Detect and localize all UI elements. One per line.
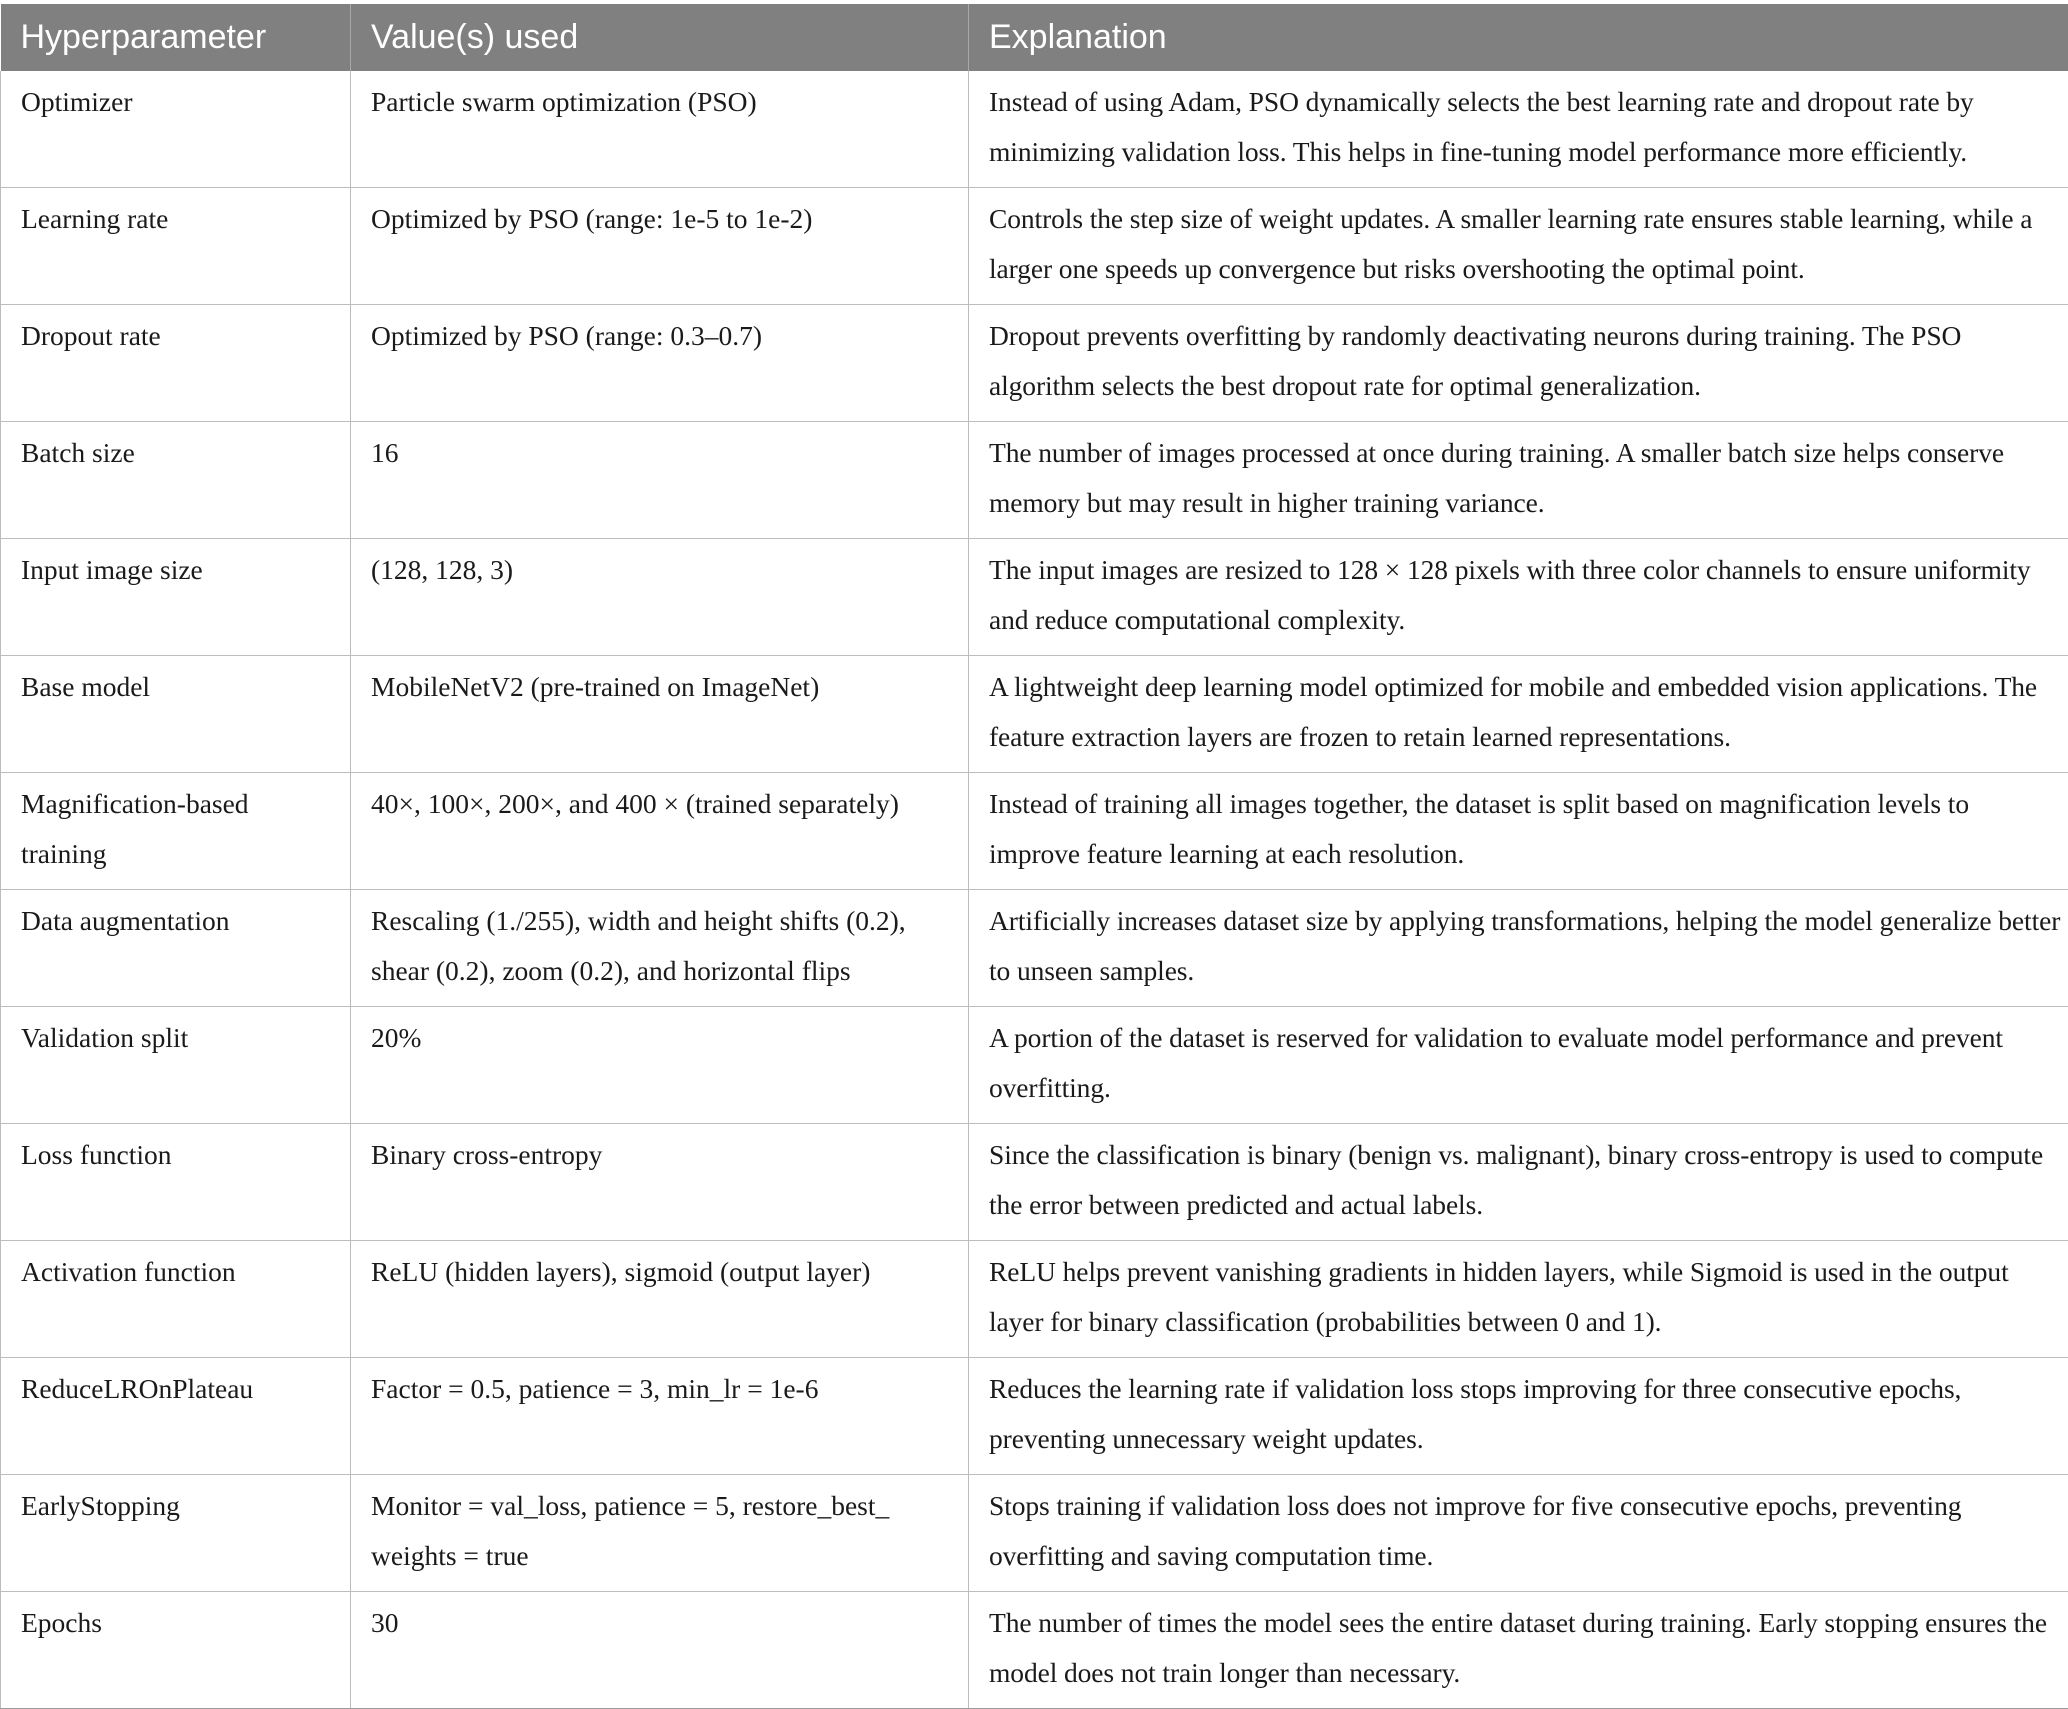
cell-explanation: ReLU helps prevent vanishing gradients in hidden layers, while Sigmoid is used in the output layer for binary classification (probabilities between 0 and 1).	[969, 1241, 2068, 1358]
cell-value: 30	[351, 1592, 969, 1709]
table-row	[1, 656, 2068, 773]
cell-value: Particle swarm optimization (PSO)	[351, 71, 969, 188]
cell-value: Optimized by PSO (range: 0.3–0.7)	[351, 305, 969, 422]
cell-explanation: Stops training if validation loss does not improve for five consecutive epochs, preventing overfitting and saving computation time.	[969, 1475, 2068, 1592]
cell-explanation: Since the classification is binary (benign vs. malignant), binary cross-entropy is used to compute the error between predicted and actual labels.	[969, 1124, 2068, 1241]
table-body	[1, 71, 2068, 1709]
cell-hyperparameter: Optimizer	[1, 71, 351, 188]
hyperparameter-table	[0, 4, 2068, 1709]
table-row	[1, 890, 2068, 1007]
cell-value: Optimized by PSO (range: 1e-5 to 1e-2)	[351, 188, 969, 305]
cell-explanation: Instead of using Adam, PSO dynamically selects the best learning rate and dropout rate by minimizing validation loss. This helps in fine-tuning model performance more efficiently.	[969, 71, 2068, 188]
cell-value: Rescaling (1./255), width and height shifts (0.2), shear (0.2), zoom (0.2), and horizontal flips	[351, 890, 969, 1007]
cell-hyperparameter: Batch size	[1, 422, 351, 539]
cell-value: 40×, 100×, 200×, and 400 × (trained separately)	[351, 773, 969, 890]
cell-value: (128, 128, 3)	[351, 539, 969, 656]
cell-hyperparameter: Validation split	[1, 1007, 351, 1124]
table-row	[1, 773, 2068, 890]
cell-explanation: The input images are resized to 128 × 128 pixels with three color channels to ensure uniformity and reduce computational complexity.	[969, 539, 2068, 656]
table-row	[1, 539, 2068, 656]
cell-value: Binary cross-entropy	[351, 1124, 969, 1241]
cell-hyperparameter: Dropout rate	[1, 305, 351, 422]
cell-hyperparameter: Data augmentation	[1, 890, 351, 1007]
table-row	[1, 1124, 2068, 1241]
table-header	[1, 4, 2068, 71]
table-row	[1, 71, 2068, 188]
table-row	[1, 1592, 2068, 1709]
cell-explanation: Instead of training all images together, the dataset is split based on magnification levels to improve feature learning at each resolution.	[969, 773, 2068, 890]
table-row	[1, 1241, 2068, 1358]
table-row	[1, 305, 2068, 422]
cell-value: Factor = 0.5, patience = 3, min_lr = 1e-6	[351, 1358, 969, 1475]
column-header-explanation: Explanation	[969, 4, 2068, 71]
cell-value: 20%	[351, 1007, 969, 1124]
cell-hyperparameter: Learning rate	[1, 188, 351, 305]
table-row	[1, 1475, 2068, 1592]
cell-hyperparameter: Loss function	[1, 1124, 351, 1241]
table-row	[1, 1007, 2068, 1124]
cell-explanation: Reduces the learning rate if validation loss stops improving for three consecutive epochs, preventing unnecessary weight updates.	[969, 1358, 2068, 1475]
cell-hyperparameter: Input image size	[1, 539, 351, 656]
cell-hyperparameter: Magnification-based training	[1, 773, 351, 890]
cell-hyperparameter: Activation function	[1, 1241, 351, 1358]
hyperparameter-table-container	[0, 4, 2068, 1709]
cell-value: Monitor = val_loss, patience = 5, restore_best_ weights = true	[351, 1475, 969, 1592]
cell-hyperparameter: Epochs	[1, 1592, 351, 1709]
cell-explanation: The number of times the model sees the entire dataset during training. Early stopping ensures the model does not train longer than necessary.	[969, 1592, 2068, 1709]
header-row	[1, 4, 2068, 71]
cell-value: 16	[351, 422, 969, 539]
table-row	[1, 1358, 2068, 1475]
cell-explanation: A portion of the dataset is reserved for validation to evaluate model performance and prevent overfitting.	[969, 1007, 2068, 1124]
table-row	[1, 188, 2068, 305]
cell-explanation: Artificially increases dataset size by applying transformations, helping the model generalize better to unseen samples.	[969, 890, 2068, 1007]
cell-explanation: Dropout prevents overfitting by randomly deactivating neurons during training. The PSO algorithm selects the best dropout rate for optimal generalization.	[969, 305, 2068, 422]
table-row	[1, 422, 2068, 539]
cell-explanation: The number of images processed at once during training. A smaller batch size helps conserve memory but may result in higher training variance.	[969, 422, 2068, 539]
column-header-hyperparameter: Hyperparameter	[1, 4, 351, 71]
cell-explanation: A lightweight deep learning model optimized for mobile and embedded vision applications. The feature extraction layers are frozen to retain learned representations.	[969, 656, 2068, 773]
cell-hyperparameter: ReduceLROnPlateau	[1, 1358, 351, 1475]
cell-value: MobileNetV2 (pre-trained on ImageNet)	[351, 656, 969, 773]
cell-hyperparameter: Base model	[1, 656, 351, 773]
cell-explanation: Controls the step size of weight updates. A smaller learning rate ensures stable learning, while a larger one speeds up convergence but risks overshooting the optimal point.	[969, 188, 2068, 305]
column-header-value: Value(s) used	[351, 4, 969, 71]
cell-hyperparameter: EarlyStopping	[1, 1475, 351, 1592]
cell-value: ReLU (hidden layers), sigmoid (output layer)	[351, 1241, 969, 1358]
